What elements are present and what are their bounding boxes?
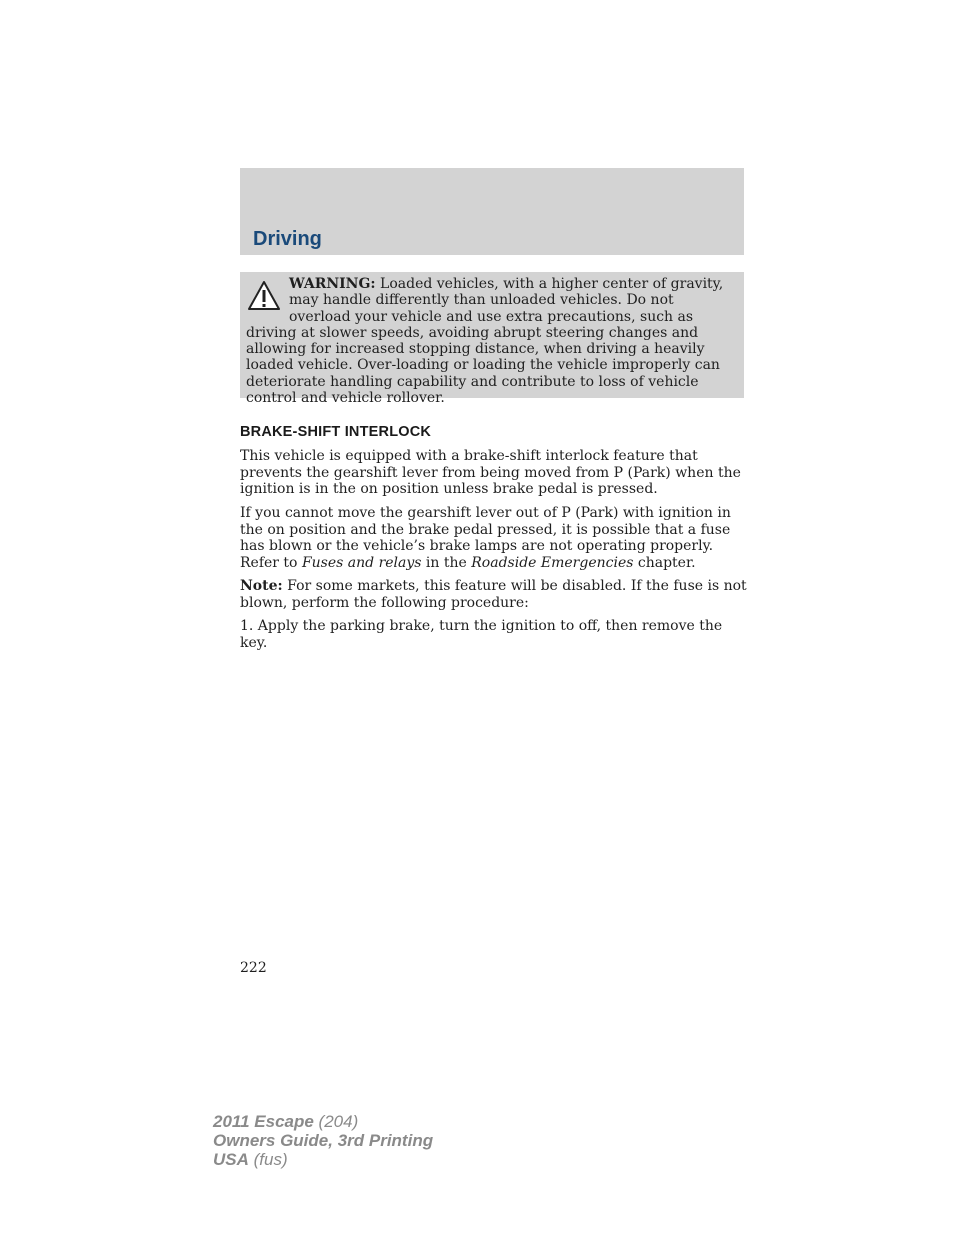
page-number: 222	[240, 960, 267, 976]
note-text: For some markets, this feature will be disabled. If the fuse is not blown, perform the following procedure:	[240, 578, 747, 611]
chapter-header-band	[240, 168, 744, 255]
footer-edition-info: 2011 Escape (204) Owners Guide, 3rd Printing USA (fus)	[213, 1112, 434, 1169]
warning-text: Loaded vehicles, with a higher center of gravity, may handle differently than unloaded vehicles. Do not overload your vehicle and use extra precautions, such as driving at slower speeds, avoiding abrupt steering changes and allowing for increased stopping distance, when driving a heavily loaded vehicle. Over-loading or loading the vehicle improperly can deteriorate handling capability and contribute to loss of vehicle control and vehicle rollover.	[246, 276, 724, 407]
reference-roadside-emergencies: Roadside Emergencies	[471, 554, 634, 571]
section-heading: BRAKE-SHIFT INTERLOCK	[240, 424, 432, 440]
note-label: Note:	[240, 578, 283, 594]
paragraph-interlock-troubleshoot: If you cannot move the gearshift lever out of P (Park) with ignition in the on position and the brake pedal pressed, it is possible that a fuse has blown or the vehicle’s brake lamps are not operating properly. Refer to Fuses and relays in the Roadside Emergencies chapter.	[240, 505, 731, 571]
paragraph-interlock-description: This vehicle is equipped with a brake-shift interlock feature that prevents the gearshift lever from being moved from P (Park) when the ignition is in the on position unless brake pedal is pressed.	[240, 448, 741, 498]
reference-fuses-and-relays: Fuses and relays	[301, 554, 422, 571]
chapter-title: Driving	[253, 228, 322, 250]
warning-triangle-icon	[247, 280, 281, 312]
procedure-step-1: 1. Apply the parking brake, turn the ignition to off, then remove the key.	[240, 618, 723, 651]
warning-label: WARNING:	[289, 276, 376, 292]
paragraph-note	[240, 578, 748, 611]
warning-box	[240, 272, 744, 407]
